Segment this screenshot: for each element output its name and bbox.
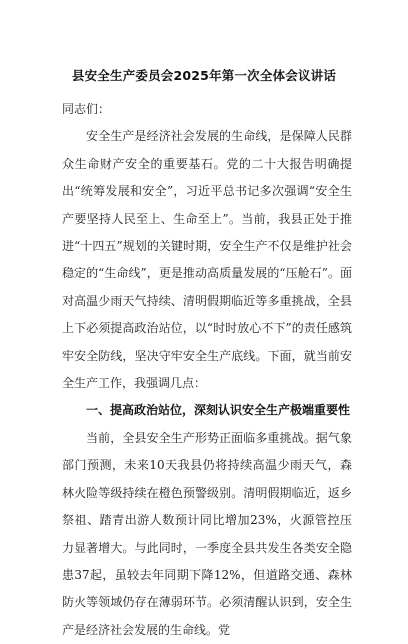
salutation: 同志们： — [62, 102, 111, 116]
paragraph-section-1: 当前，全县安全生产形势正面临多重挑战。据气象部门预测，未来10天我县仍将持续高温少雨天气，森林火险等级持续在橙色预警级别。清明假期临近，返乡祭祖、踏青出游人数预计同比增加23%，火源管控压力显著增大。与此同时，一季度全县共发生各类安全隐患37起，虽较去年同期下降12%，但道路交通、森林防火等领域仍存在薄弱环节。必须清醒认识到，安全生产是经济社会发展的生命线。党 — [62, 430, 352, 637]
document-body — [62, 96, 352, 644]
document-title: 县安全生产委员会2025年第一次全体会议讲话 — [71, 68, 337, 83]
section-heading-1: 一、提高政治站位，深刻认识安全生产极端重要性 — [86, 403, 351, 418]
paragraph-intro: 安全生产是经济社会发展的生命线，是保障人民群众生命财产安全的重要基石。党的二十大报告明确提出“统筹发展和安全”，习近平总书记多次强调“安全生产要坚持人民至上、生命至上”。当前，我县正处于推进“十四五”规划的关键时期，安全生产不仅是维护社会稳定的“生命线”，更是推动高质量发展的“压舱石”。面对高温少雨天气持续、清明假期临近等多重挑战，全县上下必须提高政治站位，以“时时放心不下”的责任感筑牢安全防线，坚决守牢安全生产底线。下面，就当前安全生产工作，我强调几点： — [62, 129, 352, 391]
